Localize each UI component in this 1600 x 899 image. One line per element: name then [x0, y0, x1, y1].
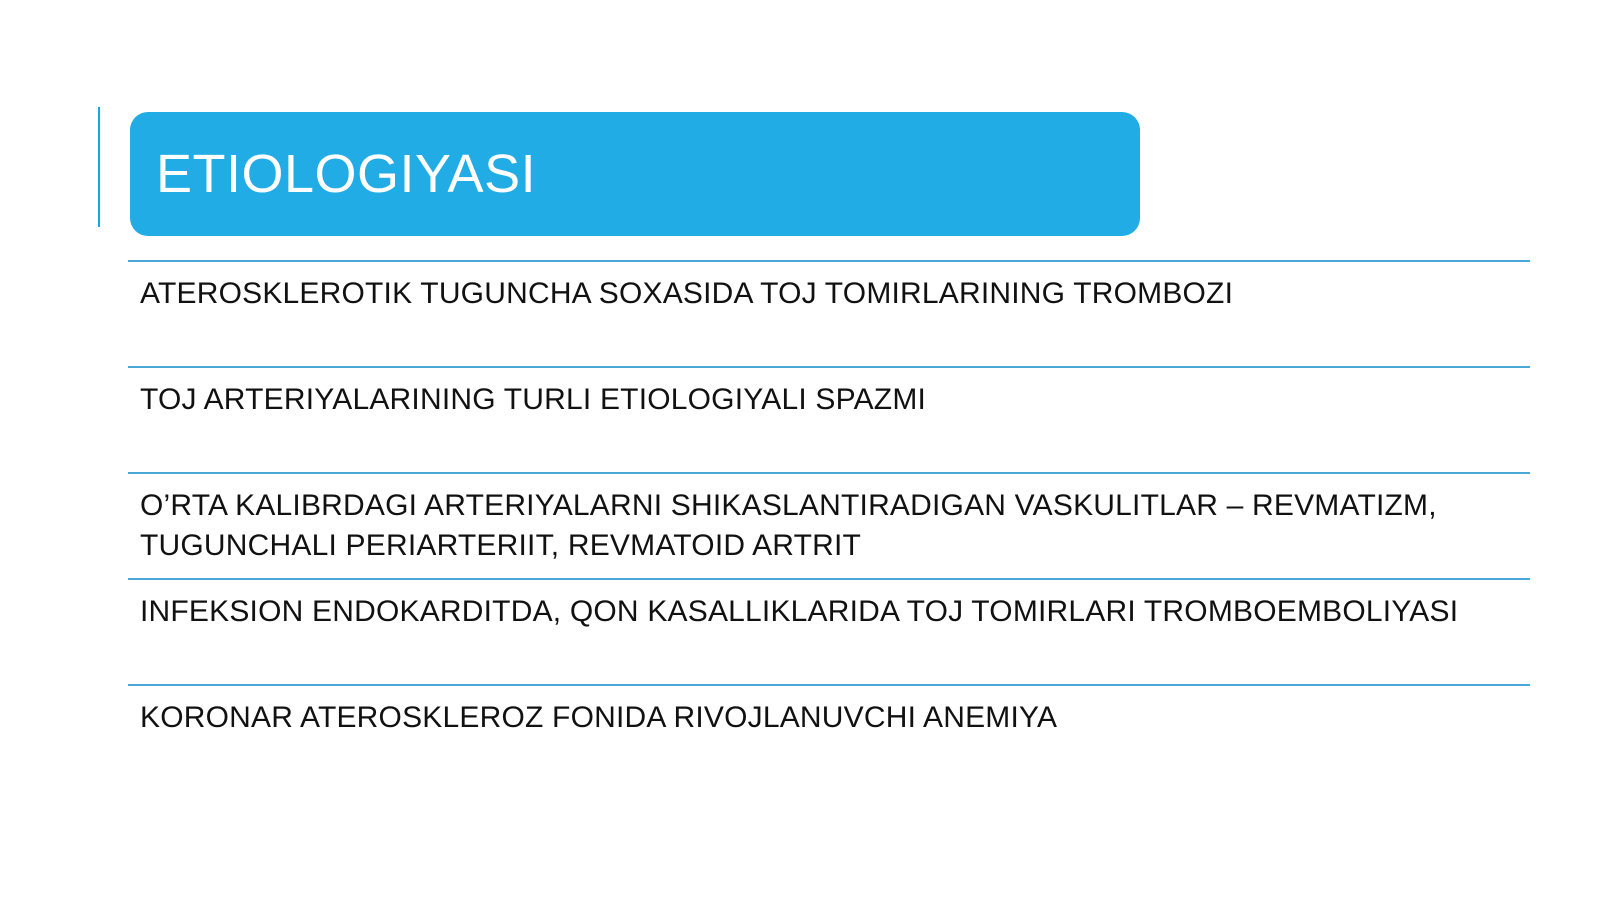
etiology-list	[128, 260, 1530, 790]
list-item	[128, 366, 1530, 472]
list-item	[128, 578, 1530, 684]
slide-title: ETIOLOGIYASI	[156, 144, 537, 204]
list-item-text: ATEROSKLEROTIK TUGUNCHA SOXASIDA TOJ TOMIRLARINING TROMBOZI	[140, 277, 1234, 310]
list-item-text: KORONAR ATEROSKLEROZ FONIDA RIVOJLANUVCHI ANEMIYA	[140, 701, 1058, 734]
list-item-text: INFEKSION ENDOKARDITDA, QON KASALLIKLARIDA TOJ TOMIRLARI TROMBOEMBOLIYASI	[140, 595, 1459, 628]
list-item	[128, 260, 1530, 366]
list-item	[128, 684, 1530, 790]
list-item-text: TOJ ARTERIYALARINING TURLI ETIOLOGIYALI SPAZMI	[140, 383, 927, 416]
title-banner	[130, 112, 1140, 236]
list-item-text: O’RTA KALIBRDAGI ARTERIYALARNI SHIKASLANTIRADIGAN VASKULITLAR – REVMATIZM, TUGUNCHALI PERIARTERIIT, REVMATOID ARTRIT	[140, 489, 1437, 562]
list-item	[128, 472, 1530, 578]
title-accent-bar	[98, 107, 100, 227]
